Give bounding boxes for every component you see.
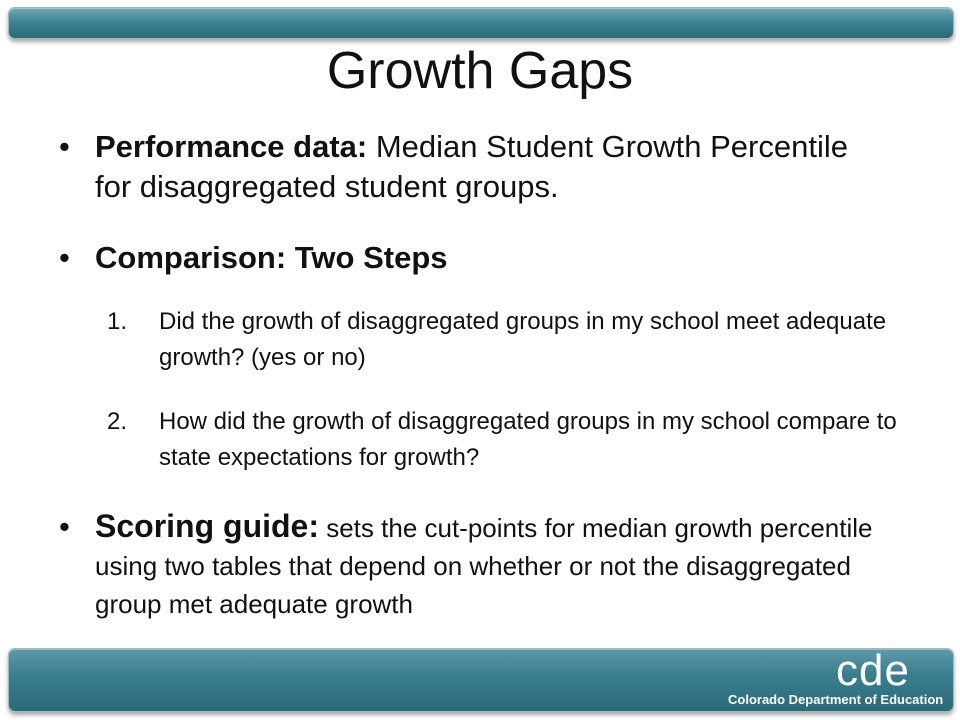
cde-logo bbox=[728, 646, 944, 708]
bullet-dot: • bbox=[59, 509, 70, 544]
bullet-text bbox=[95, 507, 879, 623]
cde-logo-mark: cde bbox=[836, 646, 910, 695]
bullet-text bbox=[95, 127, 859, 207]
bullet-dot: • bbox=[59, 240, 70, 275]
bullet-body: Median Student Growth Percentile for disaggregated student groups. bbox=[95, 129, 848, 204]
step-number: 2. bbox=[107, 408, 128, 435]
top-decorative-bar bbox=[8, 7, 954, 39]
step-text: Did the growth of disaggregated groups in my school meet adequate growth? (yes or no) bbox=[159, 308, 887, 371]
bullet-dot: • bbox=[59, 129, 70, 164]
step-text: How did the growth of disaggregated groups in my school compare to state expectations for growth? bbox=[159, 408, 897, 471]
bullet-lead: Comparison: Two Steps bbox=[95, 240, 448, 275]
bullet-lead: Performance data: bbox=[95, 129, 368, 164]
step-number: 1. bbox=[107, 308, 128, 335]
bullet-lead: Scoring guide: bbox=[95, 508, 319, 544]
cde-logo-text: Colorado Department of Education bbox=[728, 692, 944, 707]
bullet-body: sets the cut-points for median growth percentile using two tables that depend on whether or not the disaggregated group met adequate growth bbox=[95, 513, 873, 619]
bullet-text bbox=[95, 238, 448, 278]
slide-title: Growth Gaps bbox=[326, 42, 634, 100]
